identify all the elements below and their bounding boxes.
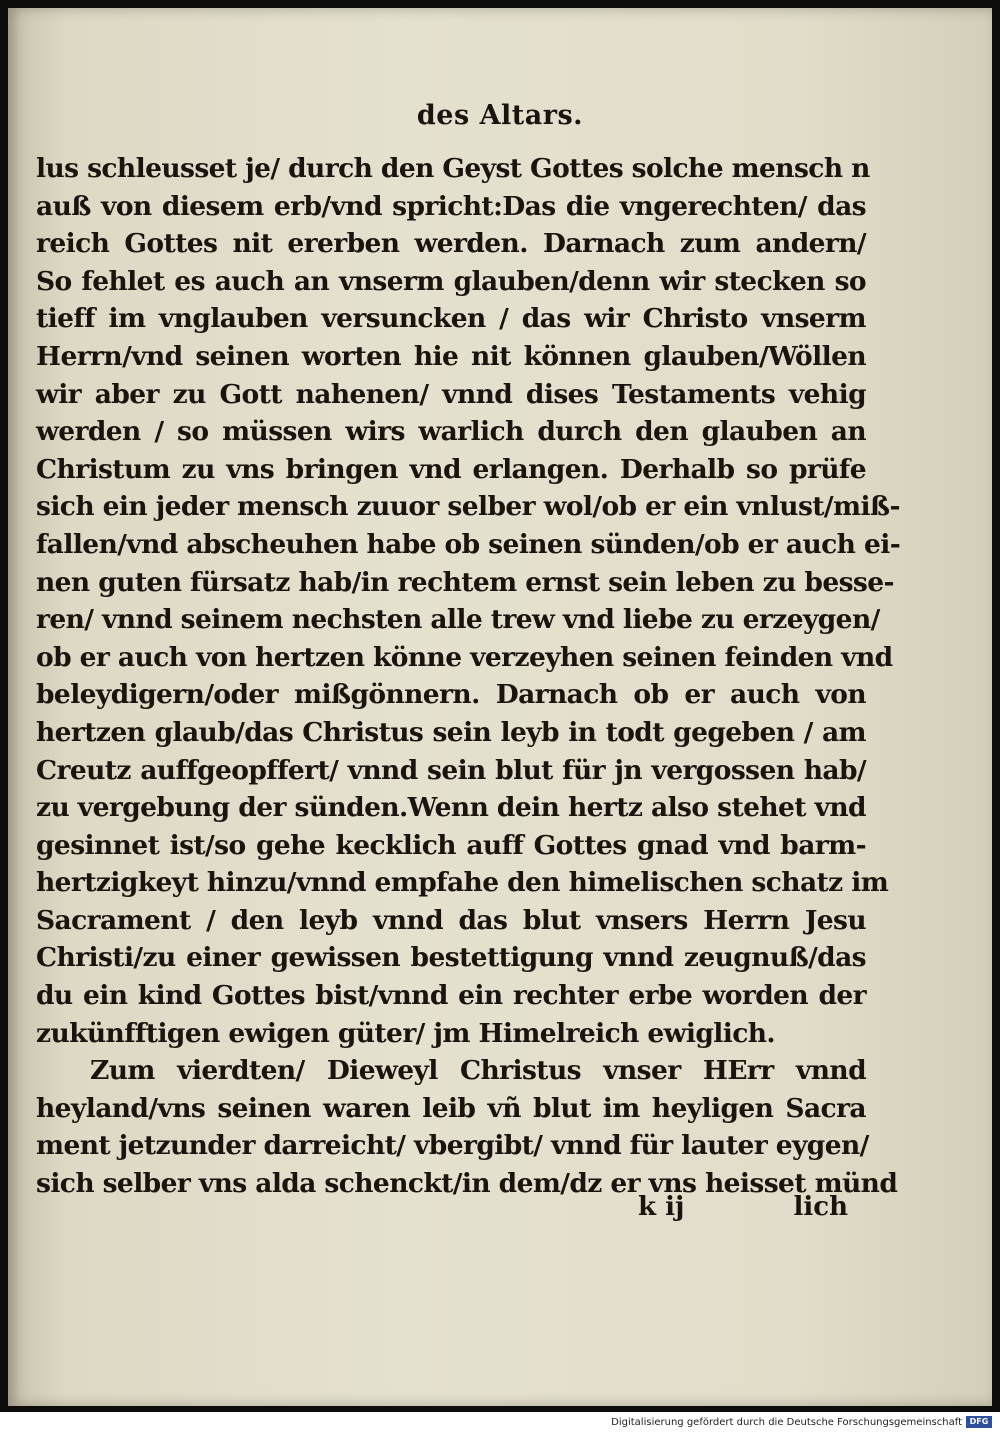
text-line: Zum vierdten/ Dieweyl Christus vnser HErr vnnd <box>90 1055 866 1087</box>
text-line: ment jetzunder darreicht/ vbergibt/ vnnd für lauter eygen/ <box>36 1130 869 1162</box>
text-line: hertzigkeyt hinzu/vnnd empfahe den himelischen schatz im <box>36 867 889 899</box>
text-line: ob er auch von hertzen könne verzeyhen seinen feinden vnd <box>36 641 893 673</box>
text-line: Sacrament / den leyb vnnd das blut vnsers Herrn Jesu <box>36 904 866 936</box>
text-line: Herrn/vnd seinen worten hie nit können glauben/Wöllen <box>36 340 866 372</box>
book-page <box>8 8 992 1406</box>
text-line: gesinnet ist/so gehe kecklich auff Gottes gnad vnd barm- <box>36 829 866 861</box>
text-line: heyland/vns seinen waren leib vñ blut im heyligen Sacra <box>36 1092 866 1124</box>
text-line: zu vergebung der sünden.Wenn dein hertz also stehet vnd <box>36 792 866 824</box>
text-line: beleydigern/oder mißgönnern. Darnach ob er auch von <box>36 679 866 711</box>
text-line: Christi/zu einer gewissen bestettigung vnnd zeugnuß/das <box>36 942 866 974</box>
catchword: lich <box>793 1192 848 1222</box>
text-line: du ein kind Gottes bist/vnnd ein rechter erbe worden der <box>36 980 866 1012</box>
text-line: werden / so müssen wirs warlich durch den glauben an <box>36 416 866 448</box>
text-block <box>36 150 901 1203</box>
text-line: auß von diesem erb/vnd spricht:Das die vngerechten/ das <box>36 190 866 222</box>
dfg-logo: DFG <box>966 1416 992 1428</box>
digitization-credit: Digitalisierung gefördert durch die Deutsche Forschungsgemeinschaft <box>611 1417 962 1428</box>
text-line: sich selber vns alda schenckt/in dem/dz er vns heisset münd <box>36 1168 898 1200</box>
text-line: Creutz auffgeopffert/ vnnd sein blut für jn vergossen hab/ <box>36 754 866 786</box>
page-foot <box>608 1192 848 1228</box>
text-line: zukünfftigen ewigen güter/ jm Himelreich ewiglich. <box>36 1017 776 1049</box>
running-title: des Altars. <box>416 100 584 131</box>
text-line: hertzen glaub/das Christus sein leyb in todt gegeben / am <box>36 716 866 748</box>
text-line: ren/ vnnd seinem nechsten alle trew vnd liebe zu erzeygen/ <box>36 604 880 636</box>
text-line: lus schleusset je/ durch den Geyst Gottes solche mensch n <box>36 153 870 184</box>
text-line: fallen/vnd abscheuhen habe ob seinen sünden/ob er auch ei- <box>36 528 901 560</box>
text-line: nen guten fürsatz hab/in rechtem ernst sein leben zu besse- <box>36 566 894 598</box>
text-line: sich ein jeder mensch zuuor selber wol/ob er ein vnlust/miß- <box>36 491 900 523</box>
text-line: Christum zu vns bringen vnd erlangen. Derhalb so prüfe <box>36 453 866 485</box>
signature-mark: k ij <box>638 1192 685 1222</box>
text-line: tieff im vnglauben versuncken / das wir Christo vnserm <box>36 303 866 335</box>
text-line: wir aber zu Gott nahenen/ vnnd dises Testaments vehig <box>36 378 866 410</box>
text-line: So fehlet es auch an vnserm glauben/denn wir stecken so <box>36 265 866 297</box>
text-line: reich Gottes nit ererben werden. Darnach zum andern/ <box>36 228 866 260</box>
